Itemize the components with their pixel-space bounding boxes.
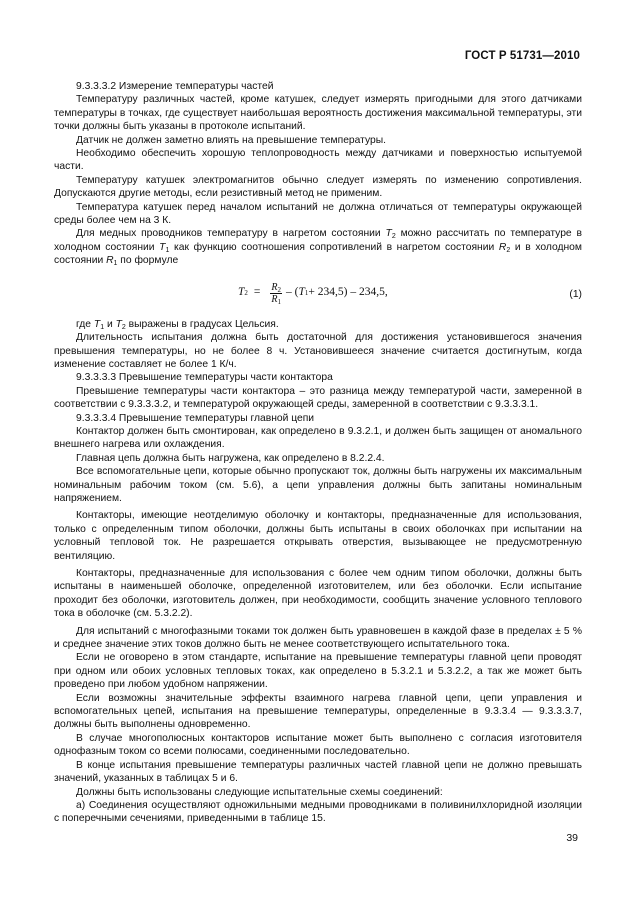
paragraph: В конце испытания превышение температуры различных частей главной цепи не должно превышать значений, указанных в таблицах 5 и 6. bbox=[54, 759, 582, 785]
page-number: 39 bbox=[566, 832, 578, 844]
section-heading-9-3-3-3-3: 9.3.3.3.3 Превышение температуры части контактора bbox=[76, 372, 333, 384]
document-body bbox=[54, 80, 582, 826]
paragraph: Для испытаний с многофазными токами ток должен быть уравновешен в каждой фазе в пределах ± 5 % и среднее значение этих токов должно быть не менее соответствующего испытательного тока. bbox=[54, 625, 582, 651]
paragraph-copper-conductors: Для медных проводников температуру в нагретом состоянии $T_2$ можно рассчитать по температуре в холодном состоянии $T_1$ как функцию соотношения сопротивлений в нагретом состоянии $R_2$ и в холодном состоянии $R_1$ по формуле bbox=[54, 228, 582, 268]
formula-expression: T 2 = $\frac{R_2}{R_1}$ – ( T 1 + 234,5) – 234,5, bbox=[238, 281, 388, 306]
list-item-a: а) Соединения осуществляют одножильными медными проводниками в поливинилхлоридной изоляции с поперечными сечениями, приведенными в таблице 15. bbox=[54, 799, 582, 825]
paragraph: Температура катушек перед началом испытаний не должна отличаться от температуры окружающей среды более чем на 3 К. bbox=[54, 201, 582, 227]
formula-fraction: $\frac{R_2}{R_1}$ bbox=[271, 281, 282, 306]
paragraph: Датчик не должен заметно влиять на превышение температуры. bbox=[76, 134, 387, 146]
paragraph: Превышение температуры части контактора – это разница между температурой части, замеренной в соответствии с 9.3.3.3.2, и температурой окружающей среды, замеренной в соответствии с 9.3.3.3.1. bbox=[54, 385, 582, 411]
paragraph: Должны быть использованы следующие испытательные схемы соединений: bbox=[76, 786, 443, 798]
paragraph: Температуру различных частей, кроме катушек, следует измерять пригодными для этого датчиками температуры в точках, где существует наибольшая вероятность достижения максимальной температуры, эти точки должны быть указаны в протоколе испытаний. bbox=[54, 94, 582, 133]
formula-legend: где $T_1$ и $T_2$ выражены в градусах Цельсия. bbox=[76, 318, 279, 331]
paragraph: В случае многополюсных контакторов испытание может быть выполнено с согласия изготовителя однофазным током со всеми полюсами, соединенными последовательно. bbox=[54, 732, 582, 758]
paragraph: Все вспомогательные цепи, которые обычно пропускают ток, должны быть нагружены их максимальным номинальным рабочим током (см. 5.6), а цепи управления должны быть запитаны номинальным напряжением. bbox=[54, 466, 582, 504]
paragraph: Главная цепь должна быть нагружена, как определено в 8.2.2.4. bbox=[76, 452, 385, 464]
paragraph: Контактор должен быть смонтирован, как определено в 9.3.2.1, и должен быть защищен от аномального внешнего нагрева или охлаждения. bbox=[54, 425, 582, 451]
paragraph: Если возможны значительные эффекты взаимного нагрева главной цепи, цепи управления и вспомогательных цепей, испытания на превышение температуры, определенные в 9.3.3.4 — 9.3.3.3.7, должны быть выполнены одновременно. bbox=[54, 692, 582, 731]
paragraph: Контакторы, имеющие неотделимую оболочку и контакторы, предназначенные для использования, только с определенным типом оболочки, должны быть испытаны в своих оболочках при испытании на условный тепловой ток. Не разрешается открывать отверстия, вызывающее не предусмотренную вентиляцию. bbox=[54, 510, 582, 562]
paragraph: Если не оговорено в этом стандарте, испытание на превышение температуры главной цепи проводят при одном или обоих условных тепловых токах, как определено в 5.3.2.1 и 5.3.2.2, а так же может быть проведено при любом удобном напряжении. bbox=[54, 652, 582, 691]
formula-1 bbox=[54, 274, 582, 314]
paragraph: Контакторы, предназначенные для использования с более чем одним типом оболочки, должны быть испытаны в наименьшей оболочке, определенной изготовителем, или без оболочки. Если испытание проходит без оболочки, изготовитель должен, при необходимости, сообщить значение условного теплового тока в оболочке (см. 5.3.2.2). bbox=[54, 568, 582, 620]
section-heading-9-3-3-3-2: 9.3.3.3.2 Измерение температуры частей bbox=[76, 81, 274, 92]
section-heading-9-3-3-3-4: 9.3.3.3.4 Превышение температуры главной цепи bbox=[76, 412, 315, 424]
formula-number: (1) bbox=[569, 288, 582, 300]
paragraph: Необходимо обеспечить хорошую теплопроводность между датчиками и поверхностью испытуемой части. bbox=[54, 148, 582, 173]
paragraph: Длительность испытания должна быть достаточной для достижения установившегося значения превышения температуры, но не более 8 ч. Установившееся значение считается достигнутым, когда изменение составляет не более 1 К/ч. bbox=[54, 332, 582, 370]
paragraph: Температуру катушек электромагнитов обычно следует измерять по изменению сопротивления. Допускаются другие методы, если резистивный метод не применим. bbox=[54, 174, 582, 200]
document-header: ГОСТ Р 51731—2010 bbox=[464, 50, 580, 62]
